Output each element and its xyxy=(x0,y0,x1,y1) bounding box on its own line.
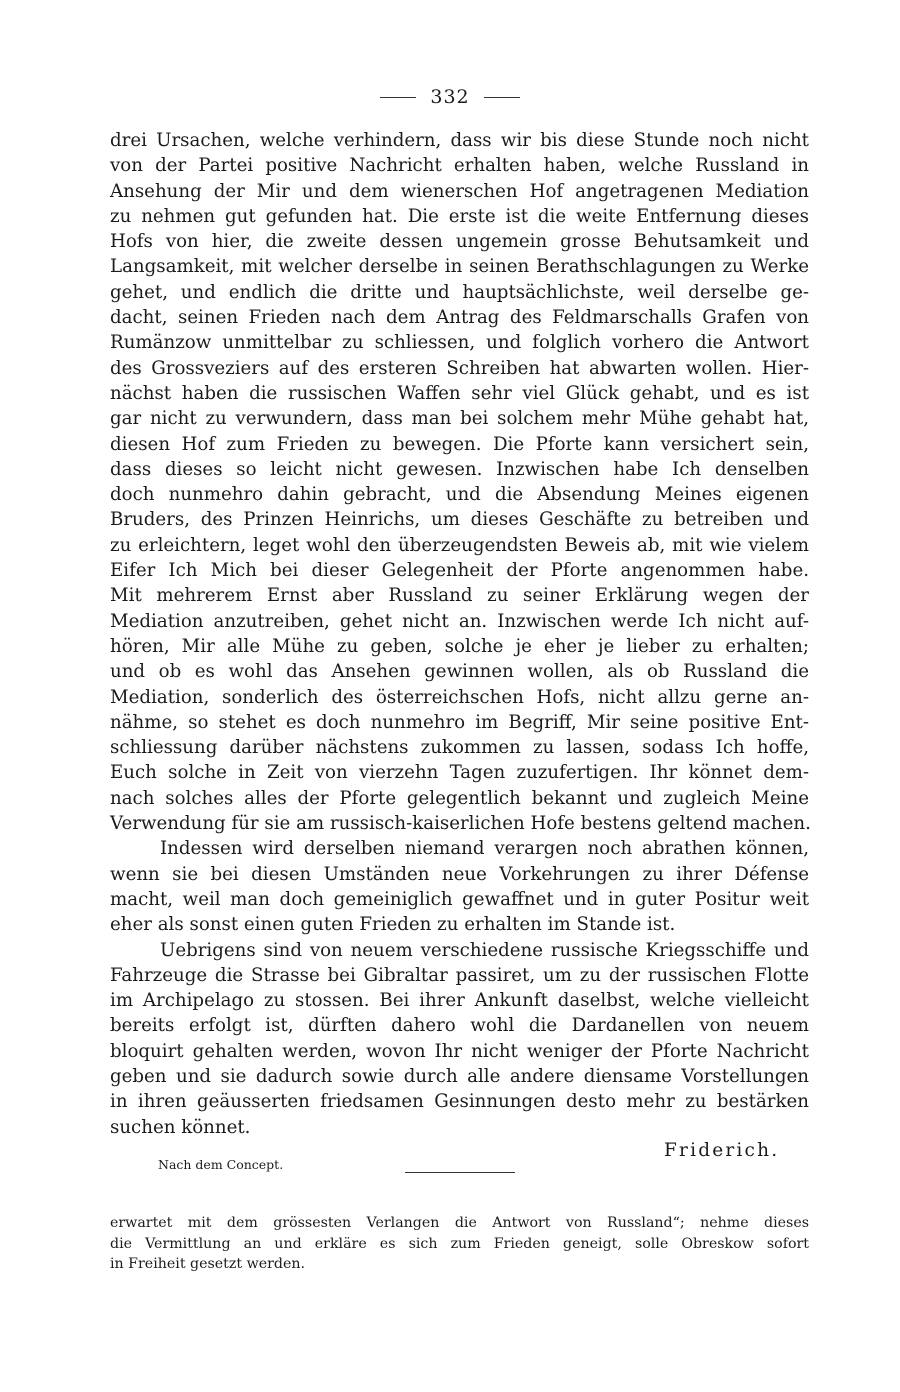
header-dash-left xyxy=(380,97,416,98)
text-line: diesen Hof zum Frieden zu bewegen. Die Pforte kann versichert sein, xyxy=(110,433,809,455)
text-line: Ansehung der Mir und dem wienerschen Hof angetragenen Mediation xyxy=(110,180,809,202)
text-line: nach solches alles der Pforte gelegentlich bekannt und zugleich Meine xyxy=(110,787,809,809)
text-line: wenn sie bei diesen Umständen neue Vorkehrungen zu ihrer Défense xyxy=(110,863,809,885)
text-line: Rumänzow unmittelbar zu schliessen, und folglich vorhero die Antwort xyxy=(110,332,809,354)
text-line: dacht, seinen Frieden nach dem Antrag des Feldmarschalls Grafen von xyxy=(110,307,809,329)
header-dash-right xyxy=(484,97,520,98)
footnote-separator xyxy=(405,1172,515,1173)
text-line: Verwendung für sie am russisch-kaiserlichen Hofe bestens geltend machen. xyxy=(110,813,811,835)
main-text xyxy=(110,128,809,1140)
text-line: drei Ursachen, welche verhindern, dass wir bis diese Stunde noch nicht xyxy=(110,130,809,151)
footnote xyxy=(110,1213,809,1275)
text-line: geben und sie dadurch sowie durch alle andere diensame Vorstellungen xyxy=(110,1065,809,1087)
text-line: Langsamkeit, mit welcher derselbe in seinen Berathschlagungen zu Werke xyxy=(110,256,809,278)
text-line: Fahrzeuge die Strasse bei Gibraltar passiret, um zu der russischen Flotte xyxy=(110,964,809,986)
text-line: gehet, und endlich die dritte und hauptsächlichste, weil derselbe ge- xyxy=(110,281,809,303)
text-line: Mediation, sonderlich des österreichschen Hofs, nicht allzu gerne an- xyxy=(110,686,809,708)
text-line: Uebrigens sind von neuem verschiedene russische Kriegsschiffe und xyxy=(160,939,809,961)
text-line: bereits erfolgt ist, dürften dahero wohl die Dardanellen von neuem xyxy=(110,1015,809,1037)
text-line: Mediation anzutreiben, gehet nicht an. Inzwischen werde Ich nicht auf- xyxy=(110,610,809,632)
source-note: Nach dem Concept. xyxy=(158,1157,284,1172)
text-line: nächst haben die russischen Waffen sehr viel Glück gehabt, und es ist xyxy=(110,382,809,404)
footnote-line: die Vermittlung an und erkläre es sich zum Frieden geneigt, solle Obreskow sofort xyxy=(110,1235,809,1252)
page-number: 332 xyxy=(430,86,470,108)
text-line: suchen könnet. xyxy=(110,1116,251,1138)
text-line: hören, Mir alle Mühe zu geben, solche je eher je lieber zu erhalten; xyxy=(110,635,809,657)
text-line: gar nicht zu verwundern, dass man bei solchem mehr Mühe gehabt hat, xyxy=(110,408,809,430)
text-line: zu nehmen gut gefunden hat. Die erste ist die weite Entfernung dieses xyxy=(110,205,809,227)
text-line: bloquirt gehalten werden, wovon Ihr nicht weniger der Pforte Nachricht xyxy=(110,1040,809,1062)
text-line: schliessung darüber nächstens zukommen zu lassen, sodass Ich hoffe, xyxy=(110,737,809,759)
text-line: Eifer Ich Mich bei dieser Gelegenheit der Pforte angenommen habe. xyxy=(110,560,809,582)
text-line: zu erleichtern, leget wohl den überzeugendsten Beweis ab, mit wie vielem xyxy=(110,534,809,556)
text-line: Indessen wird derselben niemand verargen noch abrathen können, xyxy=(160,838,809,860)
footnote-line: erwartet mit dem grössesten Verlangen die Antwort von Russland“; nehme dieses xyxy=(110,1215,809,1231)
text-line: Hofs von hier, die zweite dessen ungemein grosse Behutsamkeit und xyxy=(110,231,809,253)
text-line: macht, weil man doch gemeiniglich gewaffnet und in guter Positur weit xyxy=(110,888,809,910)
signature: Friderich. xyxy=(664,1140,780,1161)
text-line: Euch solche in Zeit von vierzehn Tagen zuzufertigen. Ihr könnet dem- xyxy=(110,762,809,784)
text-line: im Archipelago zu stossen. Bei ihrer Ankunft daselbst, welche vielleicht xyxy=(110,990,809,1012)
text-line: von der Partei positive Nachricht erhalten haben, welche Russland in xyxy=(110,155,809,177)
page-header xyxy=(0,82,900,112)
text-line: nähme, so stehet es doch nunmehro im Begriff, Mir seine positive Ent- xyxy=(110,711,809,733)
footnote-line: in Freiheit gesetzt werden. xyxy=(110,1256,306,1272)
text-line: Bruders, des Prinzen Heinrichs, um dieses Geschäfte zu betreiben und xyxy=(110,509,809,531)
text-line: des Grossveziers auf des ersteren Schreiben hat abwarten wollen. Hier- xyxy=(110,357,809,379)
text-line: doch nunmehro dahin gebracht, und die Absendung Meines eigenen xyxy=(110,484,809,506)
text-line: eher als sonst einen guten Frieden zu erhalten im Stande ist. xyxy=(110,914,676,936)
text-line: in ihren geäusserten friedsamen Gesinnungen desto mehr zu bestärken xyxy=(110,1091,809,1113)
text-line: dass dieses so leicht nicht gewesen. Inzwischen habe Ich denselben xyxy=(110,458,809,480)
text-line: Mit mehrerem Ernst aber Russland zu seiner Erklärung wegen der xyxy=(110,585,809,607)
text-line: und ob es wohl das Ansehen gewinnen wollen, als ob Russland die xyxy=(110,661,809,683)
